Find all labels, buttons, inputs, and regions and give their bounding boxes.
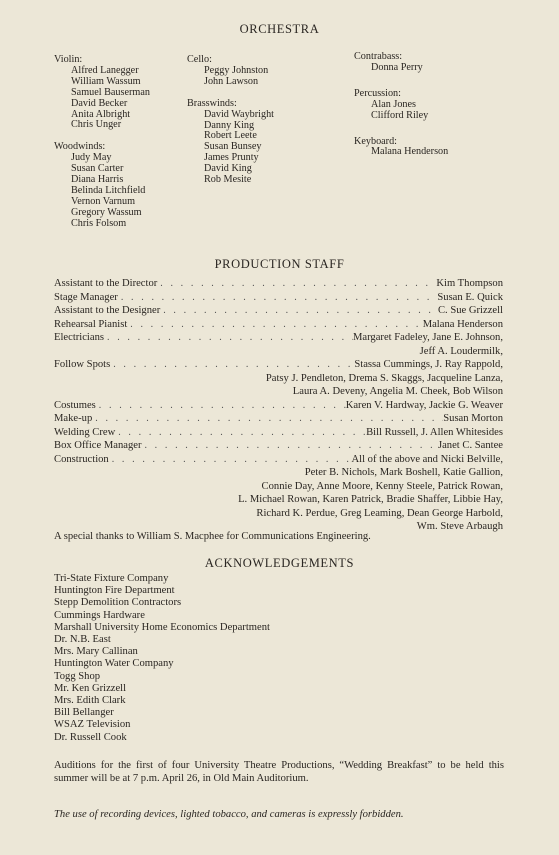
dot-leader: [127, 318, 422, 332]
staff-row: [54, 358, 503, 372]
woodwinds-section: [54, 142, 150, 229]
acknowledgement-item: Huntington Water Company: [54, 658, 174, 670]
staff-names: Karen V. Hardway, Jackie G. Weaver: [345, 399, 503, 411]
acknowledgement-item: Bill Bellanger: [54, 707, 114, 719]
acknowledgement-item: WSAZ Television: [54, 719, 131, 731]
section-label: Violin:: [54, 54, 83, 65]
cello-section: [187, 55, 274, 88]
violin-section: [54, 55, 150, 131]
acknowledgement-item: Stepp Demolition Contractors: [54, 597, 182, 609]
member-name: Anita Albright: [71, 108, 131, 120]
staff-names: Bill Russell, J. Allen Whitesides: [366, 426, 503, 438]
acknowledgement-item: Togg Shop: [54, 670, 101, 682]
staff-role: Costumes: [54, 399, 96, 411]
acknowledgement-item: Mrs. Edith Clark: [54, 695, 126, 707]
staff-names-continued: Wm. Steve Arbaugh: [416, 521, 503, 532]
staff-names-continued: Patsy J. Pendleton, Drema S. Skaggs, Jacqueline Lanza,: [265, 372, 503, 384]
staff-names: Susan Morton: [443, 413, 503, 424]
dot-leader: [110, 358, 354, 372]
acknowledgement-item: Huntington Fire Department: [54, 585, 175, 597]
acknowledgement-item: Dr. N.B. East: [54, 634, 111, 646]
staff-role: Rehearsal Pianist: [54, 318, 128, 330]
auditions-notice: Auditions for the first of four University Theatre Productions, “Wedding Breakfast” to be held this summer will be at 7 p.m. April 26, in Old Main Auditorium.: [54, 760, 504, 784]
staff-role: Box Office Manager: [54, 440, 142, 451]
staff-role: Make-up: [54, 413, 93, 424]
staff-names-continued: L. Michael Rowan, Karen Patrick, Bradie Shaffer, Libbie Hay,: [238, 494, 503, 505]
member-name: Chris Folsom: [71, 217, 127, 229]
member-name: Donna Perry: [371, 61, 423, 73]
production-staff-list: [54, 277, 503, 534]
orchestra-column-2: [187, 55, 274, 186]
member-name: Malana Henderson: [371, 146, 449, 158]
member-name: Alfred Lanegger: [71, 64, 139, 76]
staff-names: Susan E. Quick: [437, 291, 503, 303]
section-label: Percussion:: [354, 87, 401, 99]
section-label: Keyboard:: [354, 135, 397, 147]
member-name: Samuel Bauserman: [71, 86, 150, 98]
staff-names-continued: Laura A. Deveny, Angelia M. Cheek, Bob Wilson: [292, 386, 503, 397]
staff-names-continued: Richard K. Perdue, Greg Leaming, Dean George Harbold,: [256, 507, 503, 519]
member-name: Alan Jones: [371, 98, 416, 110]
contrabass-section: [354, 52, 448, 74]
dot-leader: [115, 426, 366, 440]
member-name: Gregory Wassum: [71, 206, 142, 218]
member-name: Robert Leete: [204, 130, 257, 142]
dot-leader: [92, 412, 443, 426]
staff-row: [54, 277, 503, 291]
dot-leader: [118, 291, 438, 305]
orchestra-column-3: [354, 52, 448, 158]
staff-names: All of the above and Nicki Belville,: [351, 453, 503, 465]
acknowledgement-item: Dr. Russell Cook: [54, 731, 127, 743]
special-thanks: A special thanks to William S. Macphee for Communications Engineering.: [54, 531, 371, 542]
keyboard-section: [354, 137, 448, 159]
staff-names-continued: Connie Day, Anne Moore, Kenny Steele, Patrick Rowan,: [261, 480, 503, 492]
staff-row: [54, 291, 503, 305]
section-label: Woodwinds:: [54, 141, 106, 153]
member-name: Judy May: [71, 152, 112, 164]
member-name: Rob Mesite: [204, 174, 252, 186]
section-label: Contrabass:: [354, 51, 403, 62]
member-name: Belinda Litchfield: [71, 184, 146, 196]
staff-role: Follow Spots: [54, 359, 111, 370]
member-name: David King: [204, 163, 252, 175]
staff-names-continued: Jeff A. Loudermilk,: [419, 345, 503, 357]
dot-leader: [141, 439, 438, 453]
staff-names: Margaret Fadeley, Jane E. Johnson,: [352, 332, 503, 343]
member-name: Danny King: [204, 119, 255, 131]
acknowledgement-item: Marshall University Home Economics Department: [54, 621, 270, 633]
orchestra-heading: ORCHESTRA: [239, 22, 320, 36]
staff-names: C. Sue Grizzell: [437, 305, 503, 316]
staff-row: [54, 453, 503, 467]
staff-row: [54, 412, 503, 426]
staff-role: Construction: [54, 453, 109, 465]
member-name: Clifford Riley: [371, 109, 429, 121]
percussion-section: [354, 89, 448, 122]
staff-names: Malana Henderson: [422, 318, 503, 330]
acknowledgement-item: Mr. Ken Grizzell: [54, 682, 127, 694]
staff-names: Stassa Cummings, J. Ray Rappold,: [354, 359, 503, 370]
staff-role: Stage Manager: [54, 291, 118, 303]
orchestra-column-1: [54, 55, 150, 230]
dot-leader: [109, 453, 352, 467]
staff-role: Welding Crew: [54, 426, 116, 438]
staff-role: Assistant to the Designer: [54, 305, 161, 316]
acknowledgement-item: Mrs. Mary Callinan: [54, 646, 138, 658]
member-name: William Wassum: [71, 75, 141, 87]
prohibition-notice: The use of recording devices, lighted tobacco, and cameras is expressly forbidden.: [54, 809, 404, 820]
staff-row: [54, 318, 503, 332]
staff-names: Janet C. Santee: [437, 440, 503, 451]
member-name: Diana Harris: [71, 174, 124, 186]
dot-leader: [157, 277, 436, 291]
member-name: Susan Carter: [71, 163, 124, 175]
dot-leader: [104, 331, 353, 345]
acknowledgements-list: [54, 573, 270, 744]
dot-leader: [96, 399, 346, 413]
staff-names-continued: Peter B. Nichols, Mark Boshell, Katie Gallion,: [304, 467, 503, 478]
section-label: Cello:: [187, 54, 212, 65]
section-label: Brasswinds:: [187, 97, 237, 109]
dot-leader: [160, 304, 438, 318]
staff-row: [54, 439, 503, 453]
staff-row: [54, 426, 503, 440]
acknowledgement-item: Cummings Hardware: [54, 609, 145, 621]
staff-row: [54, 399, 503, 413]
member-name: Chris Unger: [71, 119, 122, 131]
staff-role: Assistant to the Director: [54, 278, 158, 289]
acknowledgement-item: Tri-State Fixture Company: [54, 573, 169, 584]
staff-row: [54, 331, 503, 345]
member-name: David Waybright: [204, 108, 275, 120]
brasswinds-section: [187, 99, 274, 186]
member-name: Vernon Varnum: [71, 195, 136, 207]
member-name: Susan Bunsey: [204, 141, 262, 153]
member-name: David Becker: [71, 97, 128, 109]
staff-role: Electricians: [54, 332, 104, 343]
member-name: James Prunty: [204, 152, 259, 164]
acknowledgements-heading: ACKNOWLEDGEMENTS: [204, 556, 355, 570]
staff-row: [54, 304, 503, 318]
production-staff-heading: PRODUCTION STAFF: [214, 257, 345, 271]
staff-names: Kim Thompson: [436, 278, 503, 289]
member-name: Peggy Johnston: [204, 64, 269, 76]
member-name: John Lawson: [204, 75, 259, 87]
